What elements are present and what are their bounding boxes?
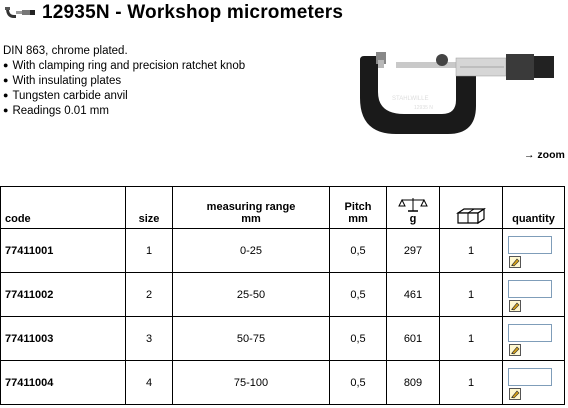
edit-pencil-icon[interactable]: [509, 256, 521, 268]
description-bullet: ● With clamping ring and precision ratchet knob: [3, 59, 245, 74]
range-header-line1: measuring range: [206, 201, 296, 213]
cell-pack: 1: [440, 317, 503, 361]
quantity-input[interactable]: [508, 280, 552, 298]
edit-pencil-icon[interactable]: [509, 388, 521, 400]
edit-pencil-icon[interactable]: [509, 300, 521, 312]
cell-weight: 809: [387, 361, 440, 405]
description-line: DIN 863, chrome plated.: [3, 45, 128, 57]
cell-quantity: [503, 229, 565, 273]
quantity-input[interactable]: [508, 368, 552, 386]
cell-pitch: 0,5: [330, 229, 387, 273]
cell-weight: 461: [387, 273, 440, 317]
cell-weight: 601: [387, 317, 440, 361]
column-header-code: code: [1, 187, 126, 229]
cell-code: 77411001: [1, 229, 126, 273]
weight-header-label: g: [409, 213, 417, 225]
table-row: [1, 229, 565, 273]
column-header-range: [173, 187, 330, 229]
cell-weight: 297: [387, 229, 440, 273]
page-title: 12935N - Workshop micrometers: [42, 2, 344, 23]
cell-size: 3: [126, 317, 173, 361]
cell-range: 75-100: [173, 361, 330, 405]
page-header: [0, 0, 568, 26]
product-image[interactable]: [356, 44, 560, 140]
cell-quantity: [503, 317, 565, 361]
cell-size: 4: [126, 361, 173, 405]
description-bullet: ● Tungsten carbide anvil: [3, 89, 245, 104]
cell-pitch: 0,5: [330, 273, 387, 317]
scale-icon: [398, 197, 428, 213]
column-header-weight: [387, 187, 440, 229]
cell-pitch: 0,5: [330, 317, 387, 361]
table-row: [1, 361, 565, 405]
quantity-input[interactable]: [508, 324, 552, 342]
box-icon: [456, 207, 486, 225]
cell-quantity: [503, 361, 565, 405]
product-description: [3, 44, 245, 119]
column-header-pitch: [330, 187, 387, 229]
column-header-size: size: [126, 187, 173, 229]
zoom-link[interactable]: → zoom: [524, 149, 565, 161]
column-header-quantity: quantity: [503, 187, 565, 229]
micrometer-icon: [4, 6, 36, 20]
cell-code: 77411004: [1, 361, 126, 405]
cell-pack: 1: [440, 229, 503, 273]
cell-code: 77411002: [1, 273, 126, 317]
range-header-line2: mm: [241, 213, 261, 225]
table-row: [1, 273, 565, 317]
cell-pack: 1: [440, 273, 503, 317]
description-bullet: ● With insulating plates: [3, 74, 245, 89]
column-header-package: [440, 187, 503, 229]
cell-size: 2: [126, 273, 173, 317]
edit-pencil-icon[interactable]: [509, 344, 521, 356]
table-header-row: [1, 187, 565, 229]
cell-range: 0-25: [173, 229, 330, 273]
pitch-header-line1: Pitch: [344, 201, 372, 213]
cell-quantity: [503, 273, 565, 317]
pitch-header-line2: mm: [348, 213, 368, 225]
cell-range: 50-75: [173, 317, 330, 361]
brand-label: STAHLWILLE: [392, 96, 429, 102]
cell-size: 1: [126, 229, 173, 273]
quantity-input[interactable]: [508, 236, 552, 254]
cell-range: 25-50: [173, 273, 330, 317]
description-bullet: ● Readings 0.01 mm: [3, 104, 245, 119]
product-table: [0, 186, 565, 405]
cell-pack: 1: [440, 361, 503, 405]
table-row: [1, 317, 565, 361]
model-label: 12935 N: [414, 105, 433, 111]
cell-pitch: 0,5: [330, 361, 387, 405]
cell-code: 77411003: [1, 317, 126, 361]
